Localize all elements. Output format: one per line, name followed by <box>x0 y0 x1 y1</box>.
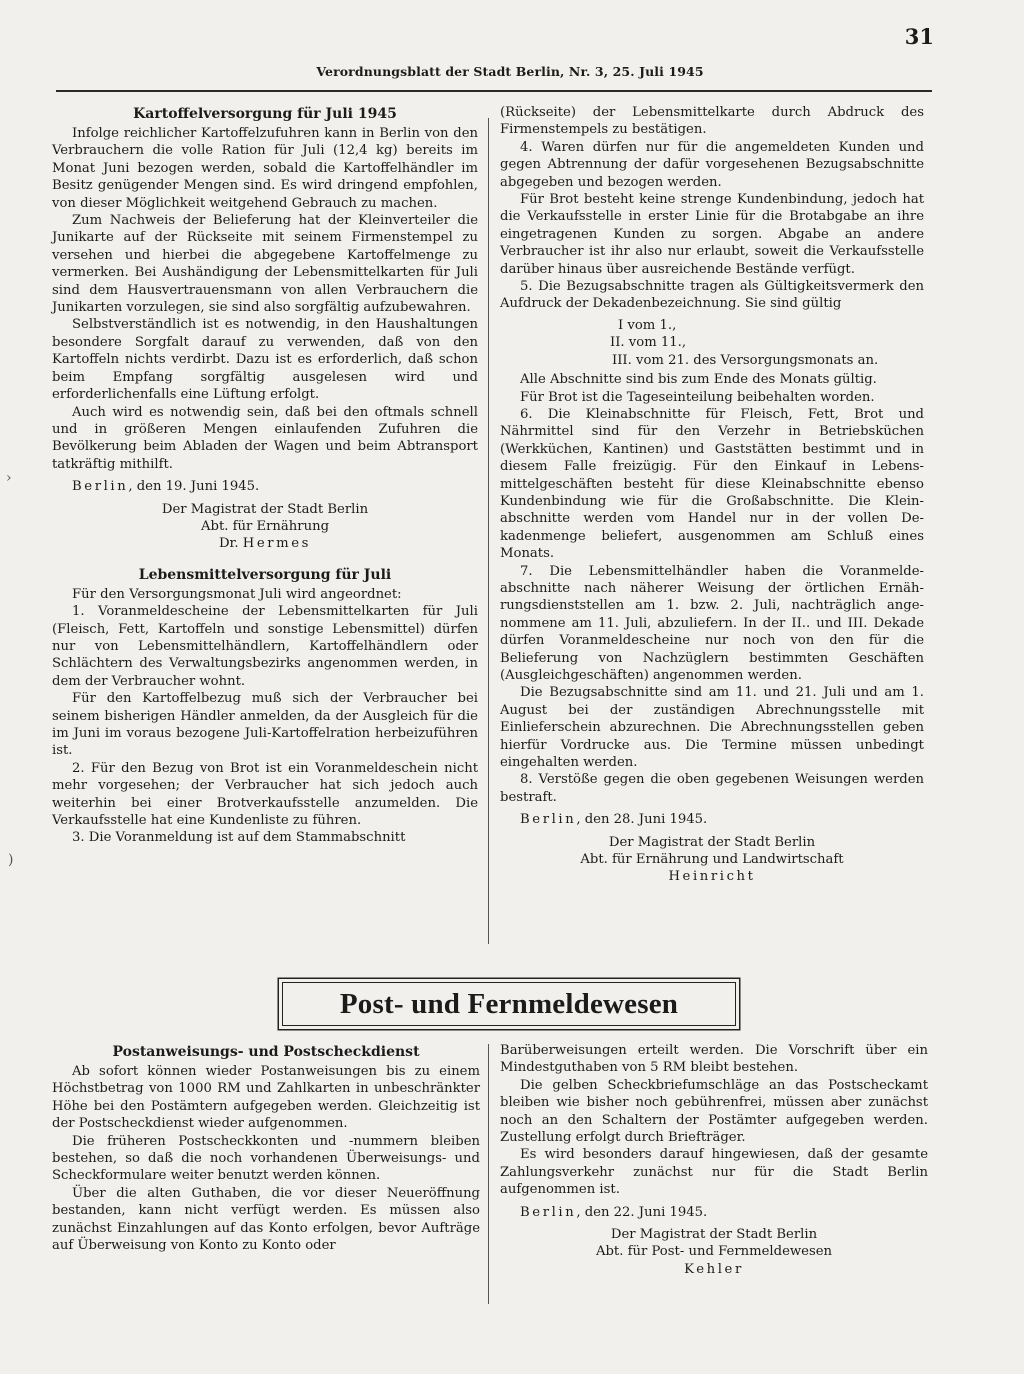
article-paragraph: Barüberweisungen erteilt werden. Die Vorschrift über ein Mindestguthaben von 5 RM bleibt bestehen. <box>500 1043 928 1076</box>
article-kartoffelversorgung <box>52 104 478 553</box>
article-paragraph: 3. Die Voranmeldung ist auf dem Stammabschnitt <box>72 830 406 846</box>
validity-item: II. vom 11., <box>610 335 687 351</box>
left-column-lower <box>52 1042 480 1254</box>
article-paragraph: Auch wird es notwendig sein, daß bei den oftmals schnell und in größeren Mengen einlaufenden Zufuhren die Bevölkerung beim Abladen der Wagen und beim Abtransport tatkräftig mithilft. <box>52 404 478 472</box>
header-rule <box>56 90 932 92</box>
article-paragraph: Die gelben Scheckbriefumschläge an das Postscheckamt bleiben wie bisher noch gebührenfrei, müssen aber zunächst noch an den Schaltern der Postämter aufgegeben werden. Zustellung erfolgt durch Briefträger. <box>500 1077 928 1146</box>
article-paragraph: Für Brot ist die Tageseinteilung beibehalten worden. <box>520 389 875 405</box>
article-paragraph: 4. Waren dürfen nur für die angemeldeten Kunden und gegen Abtrennung der dafür vorgesehenen Bezugsabschnitte abgegeben und bezogen werden. <box>500 139 924 190</box>
signature-authority: Der Magistrat der Stadt Berlin <box>608 834 816 850</box>
scan-mark: › <box>6 470 12 486</box>
article-paragraph: 7. Die Lebensmittelhändler haben die Voranmeldeabschnitte nach näherer Weisung der örtlichen Ernährungsdienststellen am 1. bzw. 2. Juli, nachträglich angenommene am 11. Juli, abzuliefern. In der II.. und III. Dekade dürfen Voranmeldescheine nur noch von den für die Belieferung von Nachzüglern bestimmten Geschäften (Ausgleichgeschäften) angenommen werden. <box>500 563 924 683</box>
article-lebensmittelversorgung <box>52 565 478 847</box>
article-paragraph: Infolge reichlicher Kartoffelzufuhren kann in Berlin von den Verbrauchern die volle Ration für Juli (12,4 kg) bereits im Monat Juni bezogen werden, sobald die Kartoffelhändler im Besitz genügender Mengen sind. Es wird dringend empfohlen, von dieser Möglichkeit weitgehend Gebrauch zu machen. <box>52 126 478 211</box>
signer-name: Heinricht <box>668 869 756 885</box>
article-paragraph: 5. Die Bezugsabschnitte tragen als Gültigkeitsvermerk den Aufdruck der Dekadenbezeichnung. Sie sind gültig <box>500 279 924 312</box>
signature-department: Abt. für Ernährung <box>200 518 330 534</box>
dateline <box>52 478 478 495</box>
validity-item: I vom 1., <box>618 317 677 333</box>
signature-authority: Der Magistrat der Stadt Berlin <box>161 501 369 517</box>
column-divider <box>488 1044 489 1304</box>
validity-list <box>500 317 924 369</box>
article-title: Kartoffelversorgung für Juli 1945 <box>133 106 397 122</box>
signature-authority: Der Magistrat der Stadt Berlin <box>610 1227 818 1243</box>
running-header: Verordnungsblatt der Stadt Berlin, Nr. 3, 25. Juli 1945 <box>316 64 704 79</box>
article-paragraph: Selbstverständlich ist es notwendig, in den Haushaltungen besondere Sorgfalt darauf zu verwenden, daß von den Kartoffeln nichts verdirbt. Dazu ist es erforderlich, daß schon beim Empfang sorgfältig ausgelesen wird und erforderlichenfalls eine Lüftung erfolgt. <box>52 317 478 403</box>
article-paragraph: 1. Voranmeldescheine der Lebensmittelkarten für Juli (Fleisch, Fett, Kartoffeln und sonstige Lebensmittel) dürfen nur von Lebensmittelhändlern, Kartoffelhändlern oder Schlächtern des Verwaltungsbezirks angenommen werden, in dem der Verbraucher wohnt. <box>52 604 478 689</box>
article-paragraph: Ab sofort können wieder Postanweisungen bis zu einem Höchstbetrag von 1000 RM und Zahlkarten in unbeschränkter Höhe bei den Postämtern aufgegeben werden. Gleichzeitig ist der Postscheckdienst wieder aufgenommen. <box>52 1064 480 1132</box>
article-paragraph: 6. Die Kleinabschnitte für Fleisch, Fett, Brot und Nährmittel sind für den Verzehr in Betriebsküchen (Werkküchen, Kantinen) und Gaststätten bestimmt und in diesem Falle freizügig. Für den Einkauf in Lebensmittelgeschäften besteht für diese Kleinabschnitte ebenso Kundenbindung wie für die Großabschnitte. Die Kleinabschnitte werden vom Handel nur in der vollen Dekadenmenge beliefert, ausgenommen am Schluß eines Monats. <box>500 406 924 562</box>
article-paragraph: Zum Nachweis der Belieferung hat der Kleinverteiler die Junikarte auf der Rückseite mit seinem Firmenstempel zu versehen und hierbei die abgegebene Kartoffelmenge zu vermerken. Bei Aushändigung der Lebensmittelkarten für Juli sind dem Hausvertrauensmann von allen Verbrauchern die Junikarten vorzulegen, sie sind also sorgfältig aufzubewahren. <box>52 213 478 316</box>
validity-item: III. vom 21. des Versorgungsmonats an. <box>612 352 879 368</box>
dateline-date: , den 28. Juni 1945. <box>576 812 708 828</box>
signature-department: Abt. für Post- und Fernmeldewesen <box>595 1244 833 1260</box>
article-paragraph: Über die alten Guthaben, die vor dieser Neueröffnung bestanden, kann nicht verfügt werden. Es müssen also zunächst Einzahlungen auf das Konto erfolgen, bevor Aufträge auf Überweisung von Konto zu Konto oder <box>52 1185 480 1254</box>
article-paragraph: Es wird besonders darauf hingewiesen, daß der gesamte Zahlungsverkehr zunächst nur für die Stadt Berlin aufgenommen ist. <box>500 1147 928 1198</box>
article-paragraph: (Rückseite) der Lebensmittelkarte durch Abdruck des Firmenstempels zu bestätigen. <box>500 105 924 138</box>
scan-mark: ) <box>8 852 14 868</box>
page-number: 31 <box>904 24 934 49</box>
left-column-upper <box>52 104 478 847</box>
article-paragraph: Für den Kartoffelbezug muß sich der Verbraucher bei seinem bisherigen Händler anmelden, da der Ausgleich für die im Juni im voraus bezogene Juli-Kartoffelration herbeizuführen ist. <box>52 691 478 759</box>
dateline-place: Berlin <box>520 1204 577 1220</box>
right-column-upper <box>500 104 924 886</box>
column-divider <box>488 118 489 944</box>
article-paragraph: Die früheren Postscheckkonten und -nummern bleiben bestehen, so daß die noch vorhandenen Überweisungs- und Scheckformulare weiter benutzt werden können. <box>52 1133 480 1184</box>
article-paragraph: Für Brot besteht keine strenge Kundenbindung, jedoch hat die Verkaufsstelle in erster Linie für die Brotabgabe an ihre eingetragenen Kunden zu sorgen. Abgabe an andere Verbraucher ist ihr also nur erlaubt, soweit die Verkaufsstelle darüber hinaus über ausreichende Bestände verfügt. <box>500 192 924 277</box>
dateline <box>500 811 924 828</box>
signer-name: Kehler <box>684 1261 744 1277</box>
article-paragraph: 8. Verstöße gegen die oben gegebenen Weisungen werden bestraft. <box>500 772 924 805</box>
article-title: Lebensmittelversorgung für Juli <box>138 566 392 583</box>
section-heading: Post- und Fernmeldewesen <box>282 982 736 1026</box>
dateline <box>500 1204 928 1221</box>
dateline-date: , den 19. Juni 1945. <box>128 479 260 495</box>
right-column-lower <box>500 1042 928 1278</box>
dateline-place: Berlin <box>520 812 577 828</box>
signer-title: Dr. <box>218 536 243 552</box>
signature-signer <box>52 535 478 552</box>
article-paragraph: 2. Für den Bezug von Brot ist ein Voranmeldeschein nicht mehr vorgesehen; der Verbraucher hat sich jedoch auch weiterhin bei einer Brotverkaufsstelle anzumelden. Die Verkaufsstelle hat eine Kundenliste zu führen. <box>52 760 478 829</box>
dateline-place: Berlin <box>72 479 129 495</box>
article-paragraph: Die Bezugsabschnitte sind am 11. und 21. Juli und am 1. August bei der zuständigen Abrechnungsstelle mit Einlieferschein abzurechnen. Die Abrechnungsstellen geben hierfür Vordrucke aus. Die Termine müssen unbedingt eingehalten werden. <box>500 685 924 771</box>
dateline-date: , den 22. Juni 1945. <box>576 1204 708 1220</box>
signature-department: Abt. für Ernährung und Landwirtschaft <box>580 852 844 868</box>
article-title: Postanweisungs- und Postscheckdienst <box>112 1044 420 1060</box>
article-intro: Für den Versorgungsmonat Juli wird angeordnet: <box>72 586 402 602</box>
signer-name: Hermes <box>242 536 312 552</box>
article-paragraph: Alle Abschnitte sind bis zum Ende des Monats gültig. <box>520 372 877 388</box>
